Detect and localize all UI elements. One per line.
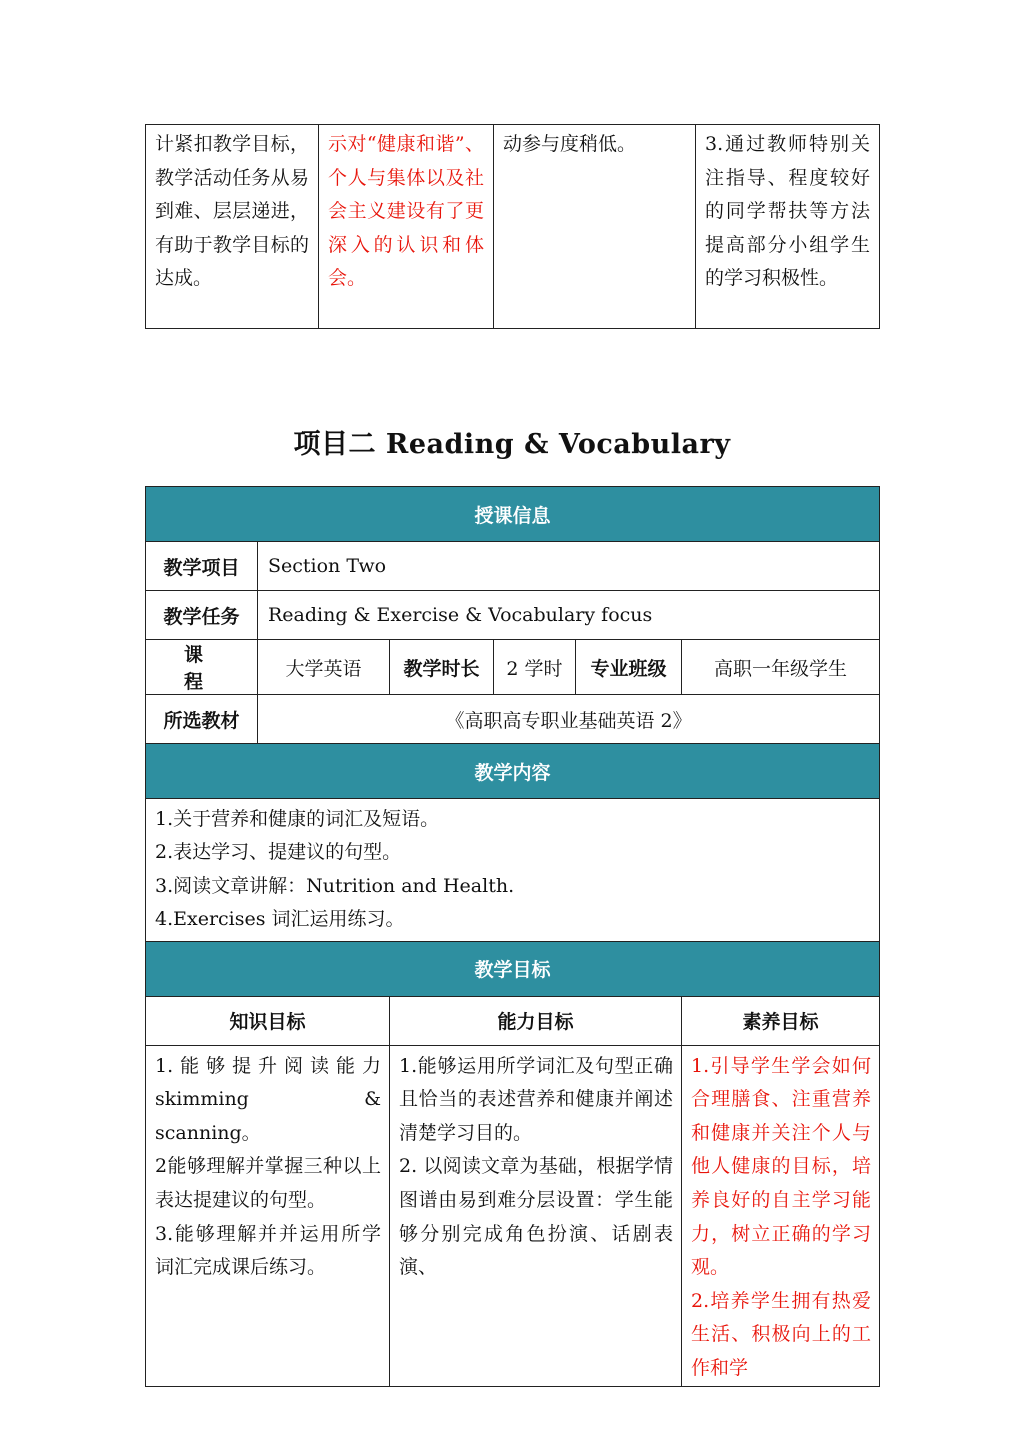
textbook-label: 所选教材 [146,695,258,744]
hours-label: 教学时长 [390,640,494,695]
list-item: 2.表达学习、提建议的句型。 [155,841,402,864]
teaching-content-header-row [146,744,880,799]
textbook-row [146,695,880,744]
list-item: 1.关于营养和健康的词汇及短语。 [155,808,440,830]
list-item: 4.Exercises 词汇运用练习。 [155,908,405,931]
literacy-goals-header: 素养目标 [682,996,880,1045]
teaching-info-header-row [146,487,880,542]
continuation-cell-improvement: 3.通过教师特别关注指导、程度较好的同学帮扶等方法提高部分小组学生的学习积极性。 [696,125,880,329]
continuation-table [145,124,880,329]
list-item: 1.能够提升阅读能力skimming & scanning。 [155,1054,381,1144]
teaching-content-row [146,799,880,942]
list-item: 3.能够理解并并运用所学词汇完成课后练习。 [155,1222,381,1279]
continuation-row [146,125,880,329]
knowledge-goals-header: 知识目标 [146,996,390,1045]
textbook-value: 《高职高专职业基础英语 2》 [258,695,880,744]
task-value: Reading & Exercise & Vocabulary focus [258,591,880,640]
goals-row [146,1045,880,1386]
continuation-cell-issue: 动参与度稍低。 [494,125,696,329]
teaching-content-list [146,799,880,942]
class-value: 高职一年级学生 [682,640,880,695]
list-item: 2能够理解并掌握三种以上表达提建议的句型。 [155,1155,381,1211]
project-label: 教学项目 [146,542,258,591]
list-item: 1.能够运用所学词汇及句型正确且恰当的表述营养和健康并阐述清楚学习目的。 [399,1054,673,1144]
literacy-goals-cell [682,1045,880,1386]
teaching-goals-header: 教学目标 [146,941,880,996]
task-label: 教学任务 [146,591,258,640]
ability-goals-header: 能力目标 [390,996,682,1045]
knowledge-goals-cell [146,1045,390,1386]
continuation-cell-literacy: 示对“健康和谐”、个人与集体以及社会主义建设有了更深入的认识和体会。 [319,125,494,329]
course-value: 大学英语 [258,640,390,695]
teaching-info-header: 授课信息 [146,487,880,542]
hours-value: 2 学时 [494,640,576,695]
project-value: Section Two [258,542,880,591]
continuation-cell-design: 计紧扣教学目标，教学活动任务从易到难、层层递进，有助于教学目标的达成。 [146,125,319,329]
goals-subheader-row [146,996,880,1045]
task-row [146,591,880,640]
project-row [146,542,880,591]
teaching-goals-header-row [146,941,880,996]
section-title: 项目二 Reading & Vocabulary [293,429,731,460]
ability-goals-cell [390,1045,682,1386]
lesson-plan-table [145,486,880,1387]
list-item: 1.引导学生学会如何合理膳食、注重营养和健康并关注个人与他人健康的目标，培养良好的自主学习能力，树立正确的学习观。 [691,1054,872,1279]
class-label: 专业班级 [576,640,682,695]
teaching-content-header: 教学内容 [146,744,880,799]
course-label: 课 程 [146,640,258,695]
list-item: 2. 以阅读文章为基础，根据学情图谱由易到难分层设置：学生能够分别完成角色扮演、话剧表演、 [399,1155,673,1279]
list-item: 2.培养学生拥有热爱生活、积极向上的工作和学 [691,1289,872,1379]
list-item: 3.阅读文章讲解：Nutrition and Health. [155,874,515,897]
course-row [146,640,880,695]
